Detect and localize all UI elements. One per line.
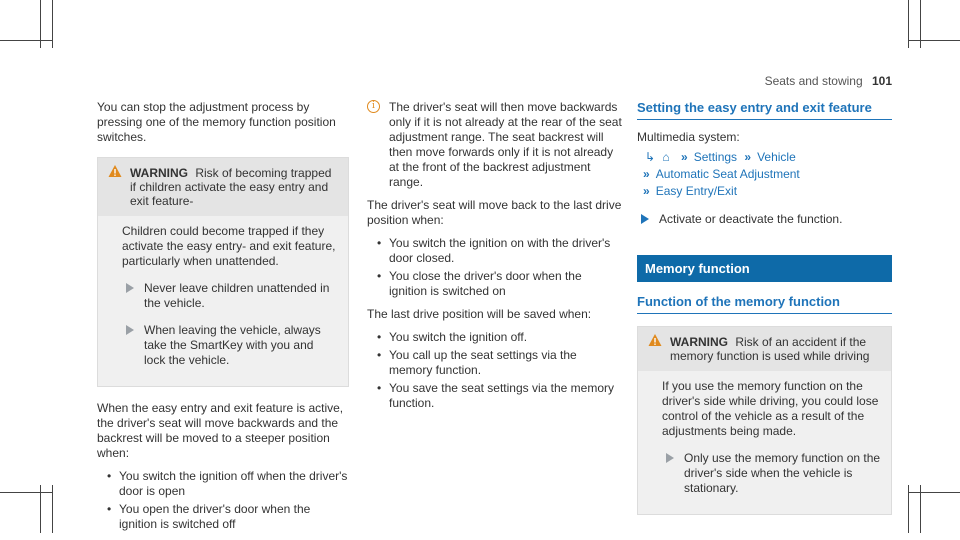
path-item: Easy Entry/Exit <box>655 184 738 198</box>
warning-box <box>637 326 892 515</box>
column-middle <box>367 100 622 419</box>
double-chevron-icon: » <box>681 150 688 164</box>
action-step <box>637 212 892 227</box>
section-heading: Setting the easy entry and exit feature <box>637 100 892 120</box>
path-item: Vehicle <box>757 150 796 164</box>
page-header <box>765 74 892 88</box>
warning-step <box>122 281 338 311</box>
list-item: • You switch the ignition off when the driver's door is open <box>107 469 349 499</box>
warning-step-text: Never leave children unattended in the vehicle. <box>144 281 330 310</box>
double-chevron-icon: » <box>643 184 650 198</box>
paragraph: When the easy entry and exit feature is active, the driver's seat will move backwards and the backrest will be moved to a steeper position when: <box>97 401 344 460</box>
system-label: Multimedia system: <box>637 130 740 144</box>
section-heading: Function of the memory function <box>637 294 892 314</box>
double-chevron-icon: » <box>643 167 650 181</box>
bullet-list <box>97 469 349 532</box>
warning-triangle-icon <box>108 164 122 178</box>
bullet-list <box>367 236 622 299</box>
warning-body <box>98 216 348 386</box>
action-text: Activate or deactivate the function. <box>659 212 843 226</box>
warning-step <box>662 451 881 496</box>
play-arrow-icon <box>641 214 649 224</box>
list-item: • You switch the ignition off. <box>377 330 622 345</box>
column-left <box>97 100 349 540</box>
section-title: Seats and stowing <box>764 74 863 88</box>
list-item: • You close the driver's door when the ignition is switched on <box>377 269 622 299</box>
list-item: • You save the seat settings via the memory function. <box>377 381 622 411</box>
warning-text: If you use the memory function on the driver's side while driving, you could lose control of the vehicle as a result of the adjustments being made. <box>662 379 879 438</box>
path-item: Settings <box>693 150 738 164</box>
paragraph: The driver's seat will move back to the last drive position when: <box>367 198 622 227</box>
bullet-list <box>367 330 622 411</box>
warning-step-text: Only use the memory function on the driver's side when the vehicle is stationary. <box>684 451 881 495</box>
warning-title: Risk of an accident if the memory function is used while driving <box>670 335 870 363</box>
intro-text: You can stop the adjustment process by pressing one of the memory function position switches. <box>97 100 336 144</box>
home-icon: ⌂ <box>662 150 670 164</box>
warning-label: WARNING <box>130 166 188 180</box>
warning-header <box>98 158 348 216</box>
warning-text: Children could become trapped if they activate the easy entry- and exit feature, particularly when unattended. <box>122 224 336 268</box>
path-item: Automatic Seat Adjustment <box>655 167 800 181</box>
list-item: • You call up the seat settings via the memory function. <box>377 348 622 378</box>
info-icon: i <box>367 100 380 113</box>
page-number: 101 <box>871 74 892 88</box>
list-item: • You open the driver's door when the ignition is switched off <box>107 502 349 532</box>
play-arrow-icon <box>666 453 674 463</box>
menu-path <box>637 149 892 200</box>
warning-title: Risk of becoming trapped if children activate the easy entry and exit feature- <box>130 166 332 208</box>
note-text: The driver's seat will then move backwards only if it is not already at the rear of the seat adjustment range. The seat backrest will then move forwards only if it is not already at the front of the backrest adjustment range. <box>389 100 622 189</box>
column-right <box>637 100 892 529</box>
warning-box <box>97 157 349 387</box>
warning-triangle-icon <box>648 333 662 347</box>
return-arrow-icon: ↳ <box>645 150 656 164</box>
double-chevron-icon: » <box>744 150 752 164</box>
info-note <box>367 100 622 190</box>
section-bar: Memory function <box>637 255 892 282</box>
warning-header <box>638 327 891 371</box>
warning-label: WARNING <box>670 335 728 349</box>
play-arrow-icon <box>126 283 134 293</box>
warning-step <box>122 323 338 368</box>
list-item: • You switch the ignition on with the driver's door closed. <box>377 236 622 266</box>
warning-step-text: When leaving the vehicle, always take the SmartKey with you and lock the vehicle. <box>144 323 321 367</box>
paragraph: The last drive position will be saved when: <box>367 307 592 321</box>
warning-body <box>638 371 891 514</box>
play-arrow-icon <box>126 325 134 335</box>
